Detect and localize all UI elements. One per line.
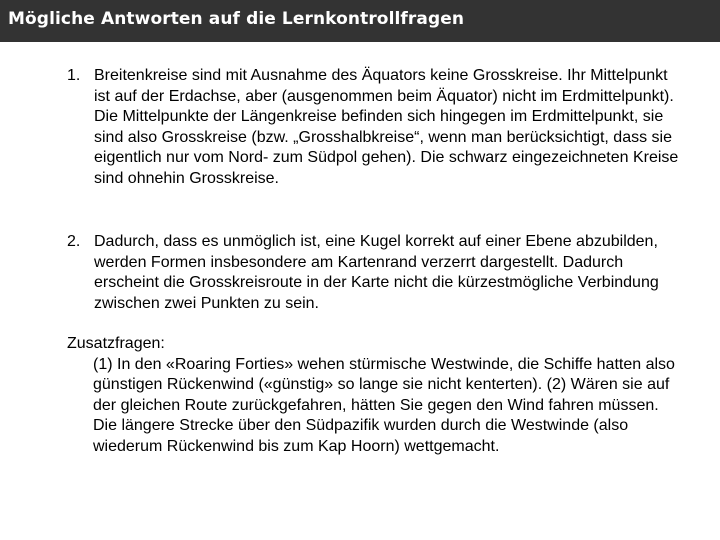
- additional-questions: [67, 334, 687, 457]
- answer-item-2: [67, 232, 687, 314]
- answer-number: 1.: [67, 67, 81, 84]
- answer-number: 2.: [67, 233, 81, 250]
- answer-item-1: [67, 66, 687, 189]
- answer-text: Dadurch, dass es unmöglich ist, eine Kugel korrekt auf einer Ebene abzubilden, werden Formen insbesondere am Kartenrand verzerrt dargestellt. Dadurch erscheint die Grosskreisroute in der Karte nicht die kürzestmögliche Verbindung zwischen zwei Punkten zu sein.: [94, 233, 659, 312]
- additional-questions-heading: Zusatzfragen:: [67, 335, 165, 352]
- answer-text: Breitenkreise sind mit Ausnahme des Äquators keine Grosskreise. Ihr Mittelpunkt ist auf der Erdachse, aber (ausgenommen beim Äquator) nicht im Erdmittelpunkt). Die Mittelpunkte der Längenkreise befinden sich hingegen im Erdmittelpunkt, sie sind also Grosskreise (bzw. „Grosshalbkreise“, wenn man berücksichtigt, dass sie eigentlich nur vom Nord- zum Südpol gehen). Die schwarz eingezeichneten Kreise sind ohnehin Grosskreise.: [94, 67, 679, 187]
- additional-questions-text: (1) In den «Roaring Forties» wehen stürmische Westwinde, die Schiffe hatten also günstigen Rückenwind («günstig» so lange sie nicht kenterten). (2) Wären sie auf der gleichen Route zurückgefahren, hätten Sie gegen den Wind fahren müssen. Die längere Strecke über den Südpazifik wurden durch die Westwinde (also wiederum Rückenwind bis zum Kap Hoorn) wettgemacht.: [93, 355, 675, 455]
- page-title: Mögliche Antworten auf die Lernkontrollfragen: [8, 9, 465, 29]
- title-bar: [0, 0, 720, 42]
